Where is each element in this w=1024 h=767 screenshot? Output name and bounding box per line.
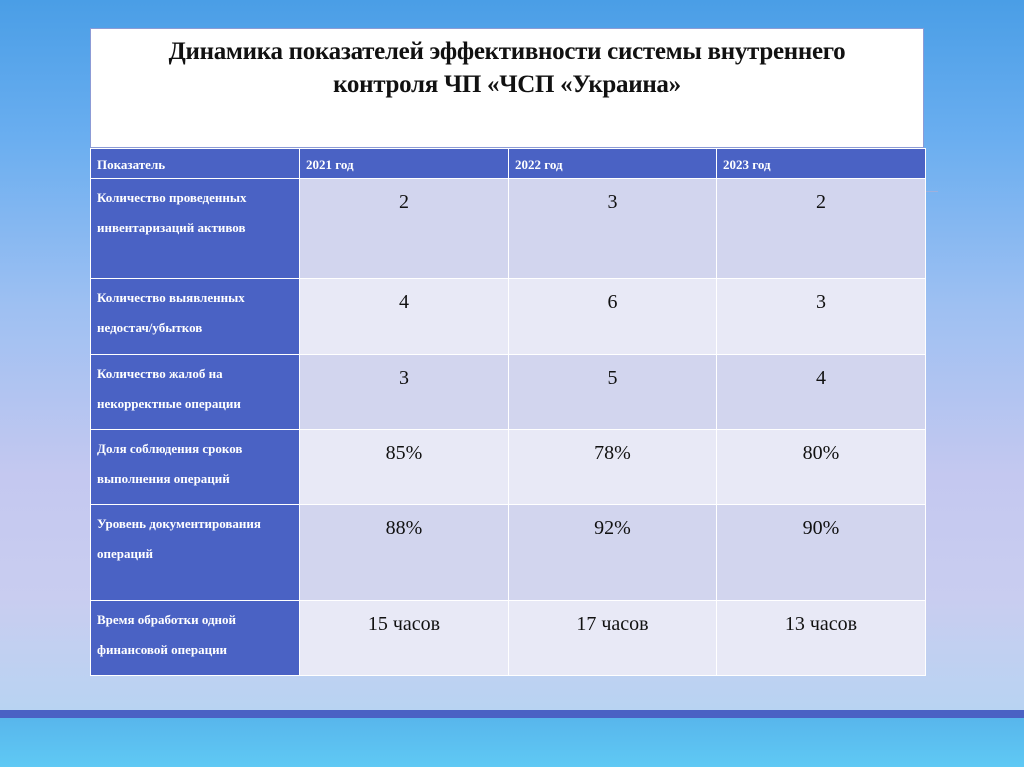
table-cell: 6 bbox=[509, 279, 717, 355]
table-cell: 2 bbox=[300, 179, 509, 279]
column-header: 2021 год bbox=[300, 149, 509, 179]
slide-title: Динамика показателей эффективности системы внутреннего контроля ЧП «ЧСП «Украина» bbox=[168, 38, 846, 98]
table-cell: 4 bbox=[300, 279, 509, 355]
table-row bbox=[91, 601, 926, 676]
table-row bbox=[91, 279, 926, 355]
table-header-row bbox=[91, 149, 926, 179]
row-label: Количество жалоб на некорректные операции bbox=[91, 355, 300, 430]
table-cell: 3 bbox=[509, 179, 717, 279]
table-cell: 5 bbox=[509, 355, 717, 430]
indicators-table bbox=[90, 148, 926, 676]
column-header: 2022 год bbox=[509, 149, 717, 179]
table-cell: 80% bbox=[717, 430, 926, 505]
row-label: Время обработки одной финансовой операции bbox=[91, 601, 300, 676]
column-header: 2023 год bbox=[717, 149, 926, 179]
table-cell: 2 bbox=[717, 179, 926, 279]
table-row bbox=[91, 355, 926, 430]
row-label: Количество проведенных инвентаризаций активов bbox=[91, 179, 300, 279]
table-row bbox=[91, 179, 926, 279]
table-cell: 4 bbox=[717, 355, 926, 430]
row-label: Уровень документирования операций bbox=[91, 505, 300, 601]
footer-stripe bbox=[0, 710, 1024, 718]
table-row bbox=[91, 430, 926, 505]
table-cell: 90% bbox=[717, 505, 926, 601]
row-label: Количество выявленных недостач/убытков bbox=[91, 279, 300, 355]
row-label: Доля соблюдения сроков выполнения операций bbox=[91, 430, 300, 505]
table-cell: 17 часов bbox=[509, 601, 717, 676]
table-cell: 78% bbox=[509, 430, 717, 505]
table-cell: 88% bbox=[300, 505, 509, 601]
divider bbox=[924, 191, 938, 192]
table-row bbox=[91, 505, 926, 601]
table-cell: 3 bbox=[717, 279, 926, 355]
table-cell: 92% bbox=[509, 505, 717, 601]
footer-band bbox=[0, 718, 1024, 767]
table-cell: 15 часов bbox=[300, 601, 509, 676]
column-header: Показатель bbox=[91, 149, 300, 179]
title-box bbox=[90, 28, 924, 148]
table-cell: 3 bbox=[300, 355, 509, 430]
table-cell: 85% bbox=[300, 430, 509, 505]
table-cell: 13 часов bbox=[717, 601, 926, 676]
